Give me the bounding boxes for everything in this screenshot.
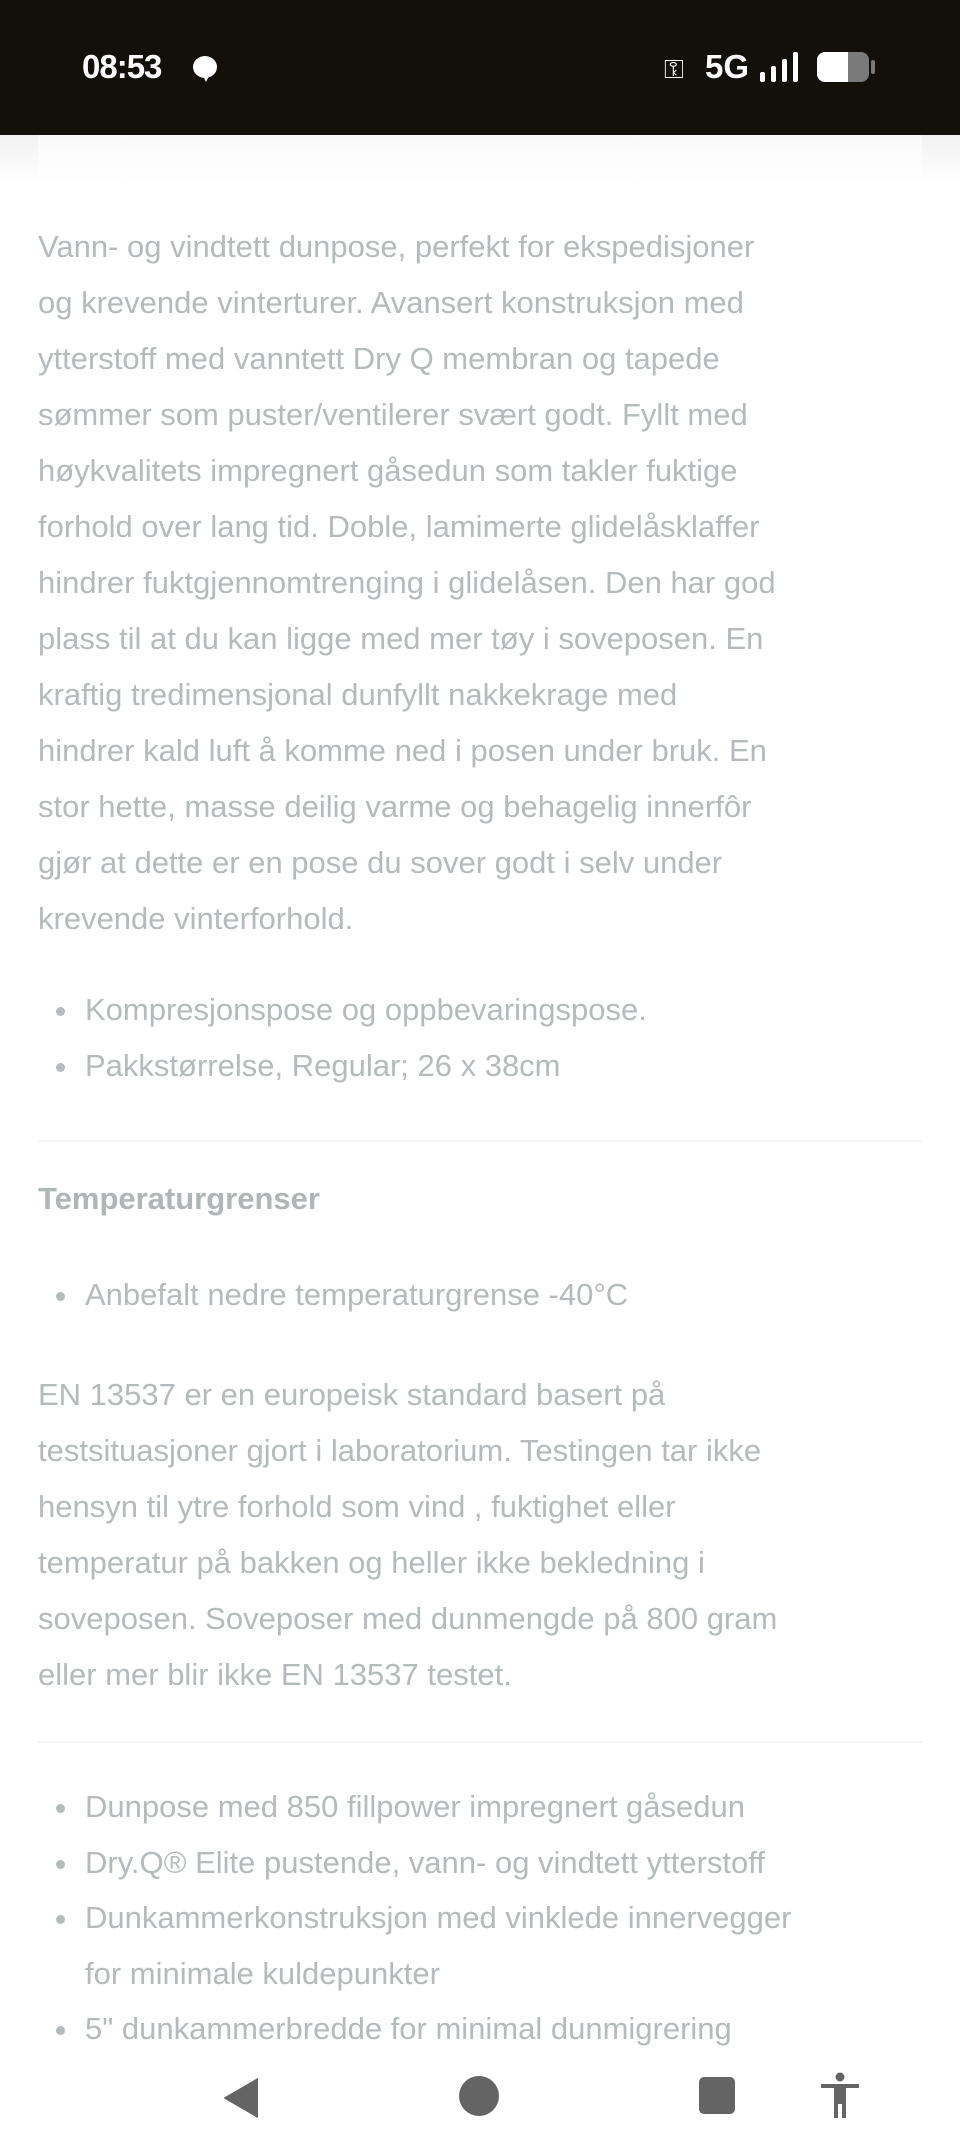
battery-icon — [817, 52, 869, 82]
bullet-icon — [56, 1860, 65, 1869]
temperature-list — [38, 1267, 938, 1323]
text-line: kraftig tredimensjonal dunfyllt nakkekrage med — [38, 677, 678, 712]
list-item-text: for minimale kuldepunkter — [85, 1955, 440, 1991]
text-line: og krevende vinterturer. Avansert konstruksjon med — [38, 285, 744, 320]
list-item-text: Dry.Q® Elite pustende, vann- og vindtett ytterstoff — [85, 1844, 765, 1880]
list-item-text: Kompresjonspose og oppbevaringspose. — [85, 992, 647, 1027]
clock: 08:53 — [82, 48, 162, 85]
list-item — [38, 1779, 938, 1835]
divider — [38, 1741, 922, 1743]
network-type: 5G — [705, 48, 750, 85]
list-item — [38, 1835, 938, 1891]
divider — [38, 1140, 922, 1142]
list-item — [38, 1267, 938, 1323]
text-line: krevende vinterforhold. — [38, 901, 354, 936]
status-bar — [0, 0, 960, 135]
list-item-text: Pakkstørrelse, Regular; 26 x 38cm — [85, 1047, 561, 1083]
text-line: eller mer blir ikke EN 13537 testet. — [38, 1657, 512, 1692]
bullet-icon — [56, 1063, 65, 1072]
text-line: testsituasjoner gjort i laboratorium. Testingen tar ikke — [38, 1433, 762, 1468]
home-button[interactable] — [459, 2076, 499, 2116]
product-description — [38, 219, 938, 947]
accessibility-icon[interactable] — [818, 2072, 862, 2120]
battery-tip — [871, 60, 875, 74]
text-line: EN 13537 er en europeisk standard basert på — [38, 1377, 666, 1412]
text-line: plass til at du kan ligge med mer tøy i soveposen. En — [38, 621, 764, 656]
text-line: ytterstoff med vanntett Dry Q membran og tapede — [38, 341, 720, 376]
included-list — [38, 982, 938, 1093]
list-item-text: Dunkammerkonstruksjon med vinklede innervegger — [85, 1900, 792, 1935]
features-list — [38, 1779, 938, 2057]
text-line: temperatur på bakken og heller ikke bekledning i — [38, 1545, 705, 1580]
recents-button[interactable] — [699, 2077, 735, 2114]
vpn-key-icon: ⚿ — [664, 54, 684, 84]
text-line: gjør at dette er en pose du sover godt i selv under — [38, 845, 723, 880]
text-line: forhold over lang tid. Doble, lamimerte glidelåsklaffer — [38, 509, 760, 544]
bullet-icon — [56, 1804, 65, 1813]
standard-note — [38, 1367, 938, 1703]
bullet-icon — [56, 1915, 65, 1924]
text-line: hindrer fuktgjennomtrenging i glidelåsen. Den har god — [38, 565, 776, 600]
list-item-continuation — [38, 1946, 938, 2002]
bullet-icon — [56, 1007, 65, 1016]
list-item-text: 5" dunkammerbredde for minimal dunmigrering — [85, 2011, 732, 2046]
text-line: høykvalitets impregnert gåsedun som takler fuktige — [38, 453, 738, 488]
text-line: hensyn til ytre forhold som vind , fuktighet eller — [38, 1489, 676, 1524]
section-heading: Temperaturgrenser — [38, 1181, 320, 1216]
header-shadow — [0, 135, 960, 185]
text-line: soveposen. Soveposer med dunmengde på 800 gram — [38, 1601, 778, 1636]
bullet-icon — [56, 2026, 65, 2035]
list-item — [38, 1890, 938, 1946]
text-line: sømmer som puster/ventilerer svært godt. Fyllt med — [38, 397, 748, 432]
text-line: hindrer kald luft å komme ned i posen under bruk. En — [38, 733, 767, 768]
navigation-bar — [0, 2048, 960, 2155]
text-line: stor hette, masse deilig varme og behagelig innerfôr — [38, 789, 752, 824]
back-button[interactable] — [220, 2077, 262, 2119]
text-line: Vann- og vindtett dunpose, perfekt for ekspedisjoner — [38, 229, 755, 264]
list-item — [38, 982, 938, 1038]
list-item-text: Anbefalt nedre temperaturgrense -40°C — [85, 1277, 629, 1312]
signal-icon — [760, 52, 804, 82]
chat-bubble-icon — [193, 56, 217, 78]
bullet-icon — [56, 1292, 65, 1301]
list-item-text: Dunpose med 850 fillpower impregnert gåsedun — [85, 1789, 746, 1824]
list-item — [38, 1038, 938, 1094]
